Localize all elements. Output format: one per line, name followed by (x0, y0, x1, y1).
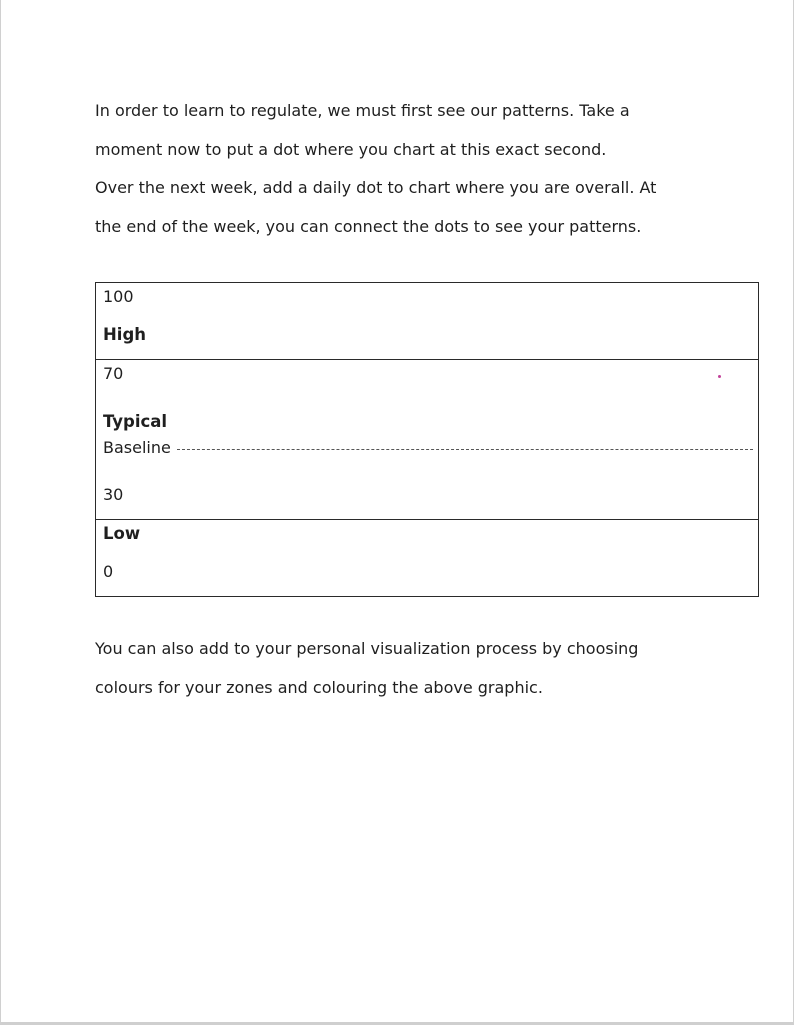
intro-line: moment now to put a dot where you chart at this exact second. (95, 139, 607, 159)
outro-line: You can also add to your personal visualization process by choosing (95, 639, 639, 658)
outro-line: colours for your zones and colouring the above graphic. (95, 677, 543, 697)
marked-dot (718, 375, 721, 378)
outro-paragraph (95, 630, 735, 707)
low-zone-value: 0 (103, 562, 114, 581)
intro-line: In order to learn to regulate, we must first see our patterns. Take a (95, 101, 630, 120)
regulation-zone-chart (95, 282, 760, 597)
typical-zone-top-value: 70 (103, 364, 124, 383)
typical-zone-label: Typical (103, 412, 168, 431)
intro-paragraph (95, 92, 735, 246)
high-zone-label: High (103, 325, 147, 344)
typical-zone[interactable] (95, 358, 759, 520)
high-zone-value: 100 (103, 287, 134, 306)
intro-line: the end of the week, you can connect the dots to see your patterns. (95, 216, 642, 236)
baseline-dashed-line (177, 449, 753, 450)
low-zone-label: Low (103, 524, 141, 543)
intro-line: Over the next week, add a daily dot to chart where you are overall. At (95, 178, 657, 197)
baseline-row (103, 438, 753, 457)
typical-zone-bottom-value: 30 (103, 485, 124, 504)
high-zone[interactable] (95, 282, 759, 360)
low-zone[interactable] (95, 519, 759, 597)
baseline-label: Baseline (103, 438, 171, 457)
